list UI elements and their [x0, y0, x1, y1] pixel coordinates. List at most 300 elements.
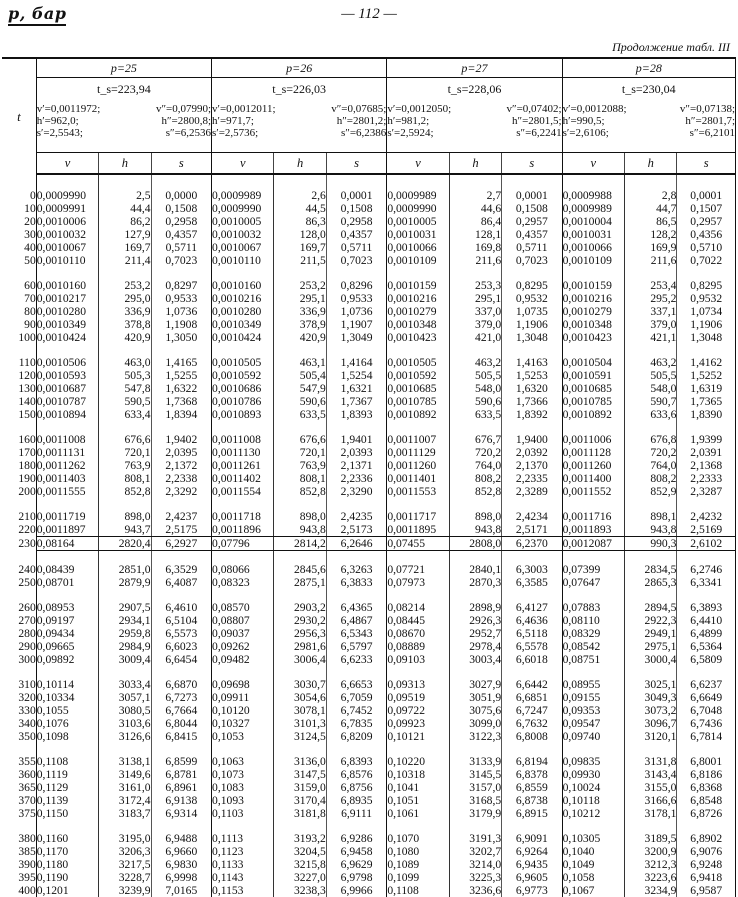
table-row [2, 254, 736, 267]
saturation-value: h″=2800,8; [161, 115, 212, 127]
cell-h: 211,6 [625, 254, 677, 267]
cell-h: 633,6 [625, 408, 677, 421]
cell-s: 1,5255 [151, 369, 211, 382]
cell-v: 0,0011552 [562, 485, 624, 498]
cell-h: 2851,0 [99, 563, 151, 576]
cell-h: 3033,4 [99, 678, 151, 691]
cell-v: 0,08955 [562, 678, 624, 691]
cell-v: 0,0011897 [36, 523, 98, 537]
cell-h: 2840,1 [449, 563, 501, 576]
cell-s: 2,0391 [677, 446, 736, 459]
cell-h: 3136,0 [274, 755, 326, 768]
cell-s: 6,6649 [677, 691, 736, 704]
cell-h: 3122,3 [449, 730, 501, 743]
cell-s: 6,9314 [151, 807, 211, 820]
cell-h: 3143,4 [625, 768, 677, 781]
cell-s: 6,4899 [677, 627, 736, 640]
cell-h: 2922,3 [625, 614, 677, 627]
cell-s: 0,1508 [502, 202, 562, 215]
cell-h: 3189,5 [625, 832, 677, 845]
saturation-value: s′=2,5924; [387, 127, 434, 139]
cell-v: 0,09482 [212, 653, 274, 666]
temperature-cell: 180 [2, 459, 36, 472]
table-row [2, 563, 736, 576]
cell-h: 852,8 [99, 485, 151, 498]
cell-h: 2949,1 [625, 627, 677, 640]
table-row [2, 717, 736, 730]
cell-s: 6,9660 [151, 845, 211, 858]
cell-s: 1,0736 [151, 305, 211, 318]
cell-v: 0,08670 [387, 627, 449, 640]
cell-s: 1,4162 [677, 356, 736, 369]
saturation-block-2 [387, 78, 562, 153]
cell-s: 6,3833 [326, 576, 386, 589]
cell-v: 0,10118 [562, 794, 624, 807]
cell-h: 3159,0 [274, 781, 326, 794]
cell-h: 3003,4 [449, 653, 501, 666]
temperature-cell: 400 [2, 884, 36, 897]
cell-h: 211,5 [274, 254, 326, 267]
table-row [2, 472, 736, 485]
cell-s: 2,0395 [151, 446, 211, 459]
cell-v: 0,1051 [387, 794, 449, 807]
cell-v: 0,09547 [562, 717, 624, 730]
cell-v: 0,1190 [36, 871, 98, 884]
pressure-header-27: p=27 [387, 58, 562, 78]
table-row [2, 794, 736, 807]
cell-s: 0,1507 [677, 202, 736, 215]
cell-s: 0,2957 [677, 215, 736, 228]
cell-h: 2808,0 [449, 537, 501, 551]
cell-s: 6,8935 [326, 794, 386, 807]
temperature-cell: 150 [2, 408, 36, 421]
cell-s: 0,0000 [151, 189, 211, 202]
cell-h: 3138,1 [99, 755, 151, 768]
table-row [2, 202, 736, 215]
table-row [2, 279, 736, 292]
temperature-cell: 370 [2, 794, 36, 807]
cell-s: 6,9773 [502, 884, 562, 897]
cell-v: 0,0010031 [562, 228, 624, 241]
cell-h: 2956,3 [274, 627, 326, 640]
cell-s: 0,4357 [151, 228, 211, 241]
cell-h: 676,6 [99, 433, 151, 446]
table-row [2, 356, 736, 369]
temperature-cell: 250 [2, 576, 36, 589]
cell-s: 6,6870 [151, 678, 211, 691]
cell-s: 6,7632 [502, 717, 562, 730]
cell-h: 253,2 [99, 279, 151, 292]
cell-v: 0,10318 [387, 768, 449, 781]
temperature-cell: 190 [2, 472, 36, 485]
cell-v: 0,07647 [562, 576, 624, 589]
cell-s: 0,5711 [326, 241, 386, 254]
cell-h: 3214,0 [449, 858, 501, 871]
cell-v: 0,0010424 [212, 331, 274, 344]
cell-s: 6,3585 [502, 576, 562, 589]
cell-h: 633,5 [449, 408, 501, 421]
cell-h: 2934,1 [99, 614, 151, 627]
cell-h: 3133,9 [449, 755, 501, 768]
cell-v: 0,0010687 [36, 382, 98, 395]
cell-h: 2984,9 [99, 640, 151, 653]
cell-s: 1,4164 [326, 356, 386, 369]
cell-s: 6,5343 [326, 627, 386, 640]
cell-s: 0,7022 [677, 254, 736, 267]
cell-s: 0,5710 [677, 241, 736, 254]
page-number: — 112 — [341, 6, 397, 22]
cell-h: 3172,4 [99, 794, 151, 807]
cell-s: 6,9629 [326, 858, 386, 871]
cell-v: 0,0010032 [212, 228, 274, 241]
cell-s: 0,5711 [502, 241, 562, 254]
cell-s: 6,8194 [502, 755, 562, 768]
cell-s: 1,1907 [326, 318, 386, 331]
cell-h: 2894,5 [625, 601, 677, 614]
cell-h: 720,1 [99, 446, 151, 459]
cell-h: 808,2 [625, 472, 677, 485]
cell-h: 169,7 [274, 241, 326, 254]
cell-h: 633,5 [274, 408, 326, 421]
cell-h: 336,9 [274, 305, 326, 318]
saturation-block-1 [212, 78, 387, 153]
cell-s: 0,4356 [677, 228, 736, 241]
cell-s: 2,5169 [677, 523, 736, 537]
cell-v: 0,1123 [212, 845, 274, 858]
cell-s: 2,3292 [151, 485, 211, 498]
pressure-unit-label: p, бар [8, 4, 66, 26]
cell-s: 2,3289 [502, 485, 562, 498]
cell-s: 6,6018 [502, 653, 562, 666]
cell-s: 1,6321 [326, 382, 386, 395]
cell-h: 2898,9 [449, 601, 501, 614]
table-row [2, 318, 736, 331]
cell-v: 0,1076 [36, 717, 98, 730]
temperature-cell: 310 [2, 678, 36, 691]
temperature-header: t [2, 58, 36, 174]
cell-s: 1,1906 [677, 318, 736, 331]
cell-v: 0,08439 [36, 563, 98, 576]
cell-h: 2879,9 [99, 576, 151, 589]
table-row [2, 292, 736, 305]
cell-s: 6,9435 [502, 858, 562, 871]
cell-v: 0,0010216 [212, 292, 274, 305]
temperature-cell: 100 [2, 331, 36, 344]
cell-s: 2,3287 [677, 485, 736, 498]
cell-s: 1,0735 [502, 305, 562, 318]
saturation-value: s′=2,5543; [36, 127, 83, 139]
cell-v: 0,0011401 [387, 472, 449, 485]
cell-s: 2,1370 [502, 459, 562, 472]
cell-h: 86,5 [625, 215, 677, 228]
cell-h: 128,0 [274, 228, 326, 241]
cell-v: 0,1098 [36, 730, 98, 743]
cell-h: 852,8 [449, 485, 501, 498]
cell-v: 0,08570 [212, 601, 274, 614]
cell-v: 0,0010032 [36, 228, 98, 241]
cell-v: 0,0010892 [387, 408, 449, 421]
cell-v: 0,08329 [562, 627, 624, 640]
cell-v: 0,0011008 [36, 433, 98, 446]
cell-h: 547,8 [99, 382, 151, 395]
cell-v: 0,09892 [36, 653, 98, 666]
cell-h: 898,0 [274, 510, 326, 523]
cell-v: 0,0011555 [36, 485, 98, 498]
column-header-s: s [326, 153, 386, 175]
cell-v: 0,0010280 [36, 305, 98, 318]
cell-s: 0,8295 [502, 279, 562, 292]
temperature-cell: 80 [2, 305, 36, 318]
cell-s: 6,8902 [677, 832, 736, 845]
cell-h: 295,2 [625, 292, 677, 305]
cell-s: 6,8781 [151, 768, 211, 781]
cell-h: 676,7 [449, 433, 501, 446]
cell-s: 1,9399 [677, 433, 736, 446]
cell-v: 0,0010785 [387, 395, 449, 408]
cell-h: 505,4 [274, 369, 326, 382]
cell-h: 3234,9 [625, 884, 677, 897]
cell-s: 6,7048 [677, 704, 736, 717]
cell-s: 2,0393 [326, 446, 386, 459]
pressure-header-26: p=26 [212, 58, 387, 78]
cell-s: 2,1372 [151, 459, 211, 472]
cell-s: 6,7273 [151, 691, 211, 704]
cell-s: 6,9418 [677, 871, 736, 884]
cell-s: 1,5252 [677, 369, 736, 382]
cell-s: 2,4235 [326, 510, 386, 523]
cell-h: 3009,4 [99, 653, 151, 666]
cell-h: 3057,1 [99, 691, 151, 704]
saturation-value: v′=0,0011972; [36, 103, 101, 115]
saturation-value: v″=0,07990; [155, 103, 212, 115]
saturation-value: h′=962,0; [36, 115, 79, 127]
cell-s: 2,5175 [151, 523, 211, 537]
column-header-h: h [449, 153, 501, 175]
table-row [2, 678, 736, 691]
cell-s: 6,8393 [326, 755, 386, 768]
cell-v: 0,07796 [212, 537, 274, 551]
cell-s: 0,8296 [326, 279, 386, 292]
cell-s: 2,1371 [326, 459, 386, 472]
saturation-value: h″=2801,2; [336, 115, 387, 127]
cell-h: 3239,9 [99, 884, 151, 897]
cell-s: 6,4636 [502, 614, 562, 627]
table-row [2, 704, 736, 717]
temperature-cell: 50 [2, 254, 36, 267]
cell-v: 0,1170 [36, 845, 98, 858]
cell-v: 0,0012087 [562, 537, 624, 551]
cell-v: 0,1040 [562, 845, 624, 858]
temperature-cell: 90 [2, 318, 36, 331]
cell-s: 6,9076 [677, 845, 736, 858]
cell-h: 3157,0 [449, 781, 501, 794]
cell-h: 3054,6 [274, 691, 326, 704]
cell-v: 0,0010005 [387, 215, 449, 228]
cell-v: 0,09519 [387, 691, 449, 704]
cell-s: 6,8738 [502, 794, 562, 807]
cell-v: 0,09930 [562, 768, 624, 781]
cell-v: 0,1070 [387, 832, 449, 845]
cell-v: 0,0010593 [36, 369, 98, 382]
cell-v: 0,09835 [562, 755, 624, 768]
cell-h: 3228,7 [99, 871, 151, 884]
cell-s: 1,6319 [677, 382, 736, 395]
cell-v: 0,0010785 [562, 395, 624, 408]
cell-s: 1,0734 [677, 305, 736, 318]
cell-v: 0,0010109 [562, 254, 624, 267]
cell-h: 548,0 [449, 382, 501, 395]
cell-v: 0,0009991 [36, 202, 98, 215]
cell-v: 0,0010160 [36, 279, 98, 292]
cell-s: 2,4234 [502, 510, 562, 523]
cell-h: 295,1 [274, 292, 326, 305]
cell-h: 3223,6 [625, 871, 677, 884]
cell-h: 2975,1 [625, 640, 677, 653]
table-row [2, 537, 736, 551]
cell-s: 1,6320 [502, 382, 562, 395]
cell-h: 3215,8 [274, 858, 326, 871]
cell-v: 0,1080 [387, 845, 449, 858]
cell-s: 6,5573 [151, 627, 211, 640]
cell-h: 943,8 [449, 523, 501, 537]
cell-v: 0,0010109 [387, 254, 449, 267]
table-row [2, 807, 736, 820]
table-row [2, 305, 736, 318]
cell-v: 0,0011893 [562, 523, 624, 537]
cell-h: 3147,5 [274, 768, 326, 781]
cell-h: 337,0 [449, 305, 501, 318]
cell-s: 1,7368 [151, 395, 211, 408]
cell-v: 0,0010786 [212, 395, 274, 408]
cell-v: 0,10024 [562, 781, 624, 794]
table-row [2, 395, 736, 408]
cell-v: 0,08110 [562, 614, 624, 627]
table-row [2, 576, 736, 589]
cell-h: 3206,3 [99, 845, 151, 858]
cell-s: 2,4237 [151, 510, 211, 523]
table-row [2, 781, 736, 794]
cell-s: 6,3893 [677, 601, 736, 614]
cell-h: 3191,3 [449, 832, 501, 845]
cell-v: 0,0011007 [387, 433, 449, 446]
cell-s: 0,0001 [677, 189, 736, 202]
cell-h: 2814,2 [274, 537, 326, 551]
cell-s: 6,7247 [502, 704, 562, 717]
cell-v: 0,0010066 [562, 241, 624, 254]
saturation-value: s″=6,2386 [340, 127, 387, 139]
cell-s: 6,6442 [502, 678, 562, 691]
cell-s: 6,7664 [151, 704, 211, 717]
cell-v: 0,09665 [36, 640, 98, 653]
cell-s: 6,8726 [677, 807, 736, 820]
cell-s: 6,2746 [677, 563, 736, 576]
temperature-cell: 70 [2, 292, 36, 305]
cell-v: 0,0010004 [562, 215, 624, 228]
cell-h: 3149,6 [99, 768, 151, 781]
cell-s: 1,7365 [677, 395, 736, 408]
cell-s: 0,1508 [151, 202, 211, 215]
cell-v: 0,0011262 [36, 459, 98, 472]
cell-s: 2,2338 [151, 472, 211, 485]
cell-h: 505,3 [99, 369, 151, 382]
cell-v: 0,0010067 [212, 241, 274, 254]
cell-s: 6,8209 [326, 730, 386, 743]
table-row [2, 601, 736, 614]
cell-v: 0,0010279 [562, 305, 624, 318]
cell-v: 0,0010506 [36, 356, 98, 369]
cell-v: 0,0011261 [212, 459, 274, 472]
cell-v: 0,0011896 [212, 523, 274, 537]
cell-h: 378,8 [99, 318, 151, 331]
cell-h: 2907,5 [99, 601, 151, 614]
cell-v: 0,08701 [36, 576, 98, 589]
cell-v: 0,0010685 [387, 382, 449, 395]
cell-h: 720,2 [449, 446, 501, 459]
cell-h: 852,9 [625, 485, 677, 498]
cell-s: 6,6454 [151, 653, 211, 666]
cell-s: 6,8368 [677, 781, 736, 794]
temperature-cell: 10 [2, 202, 36, 215]
cell-v: 0,0009990 [36, 189, 98, 202]
cell-h: 336,9 [99, 305, 151, 318]
cell-s: 0,5711 [151, 241, 211, 254]
cell-v: 0,09698 [212, 678, 274, 691]
cell-v: 0,09037 [212, 627, 274, 640]
cell-v: 0,0011400 [562, 472, 624, 485]
cell-v: 0,1108 [36, 755, 98, 768]
cell-v: 0,0009989 [562, 202, 624, 215]
cell-v: 0,07455 [387, 537, 449, 551]
cell-v: 0,0010592 [212, 369, 274, 382]
saturation-value: v′=0,0012011; [212, 103, 276, 115]
cell-v: 0,0010031 [387, 228, 449, 241]
cell-h: 3099,0 [449, 717, 501, 730]
cell-h: 3238,3 [274, 884, 326, 897]
cell-v: 0,0010893 [212, 408, 274, 421]
cell-v: 0,0010505 [212, 356, 274, 369]
cell-h: 808,2 [449, 472, 501, 485]
cell-s: 1,3048 [502, 331, 562, 344]
column-header-v: v [387, 153, 449, 175]
cell-h: 2875,1 [274, 576, 326, 589]
cell-h: 86,3 [274, 215, 326, 228]
cell-h: 676,8 [625, 433, 677, 446]
cell-v: 0,0010159 [387, 279, 449, 292]
cell-s: 6,5797 [326, 640, 386, 653]
table-row [2, 331, 736, 344]
table-row [2, 653, 736, 666]
cell-s: 6,8961 [151, 781, 211, 794]
cell-h: 943,8 [274, 523, 326, 537]
cell-h: 2952,7 [449, 627, 501, 640]
table-body [2, 174, 736, 897]
temperature-cell: 210 [2, 510, 36, 523]
cell-s: 0,9532 [677, 292, 736, 305]
cell-h: 169,7 [99, 241, 151, 254]
cell-v: 0,0011008 [212, 433, 274, 446]
cell-h: 633,4 [99, 408, 151, 421]
cell-h: 990,3 [625, 537, 677, 551]
table-row [2, 871, 736, 884]
cell-v: 0,0011128 [562, 446, 624, 459]
cell-s: 6,4365 [326, 601, 386, 614]
cell-h: 169,9 [625, 241, 677, 254]
temperature-cell: 320 [2, 691, 36, 704]
cell-v: 0,0011716 [562, 510, 624, 523]
cell-s: 6,8378 [502, 768, 562, 781]
cell-h: 295,0 [99, 292, 151, 305]
cell-v: 0,0010067 [36, 241, 98, 254]
